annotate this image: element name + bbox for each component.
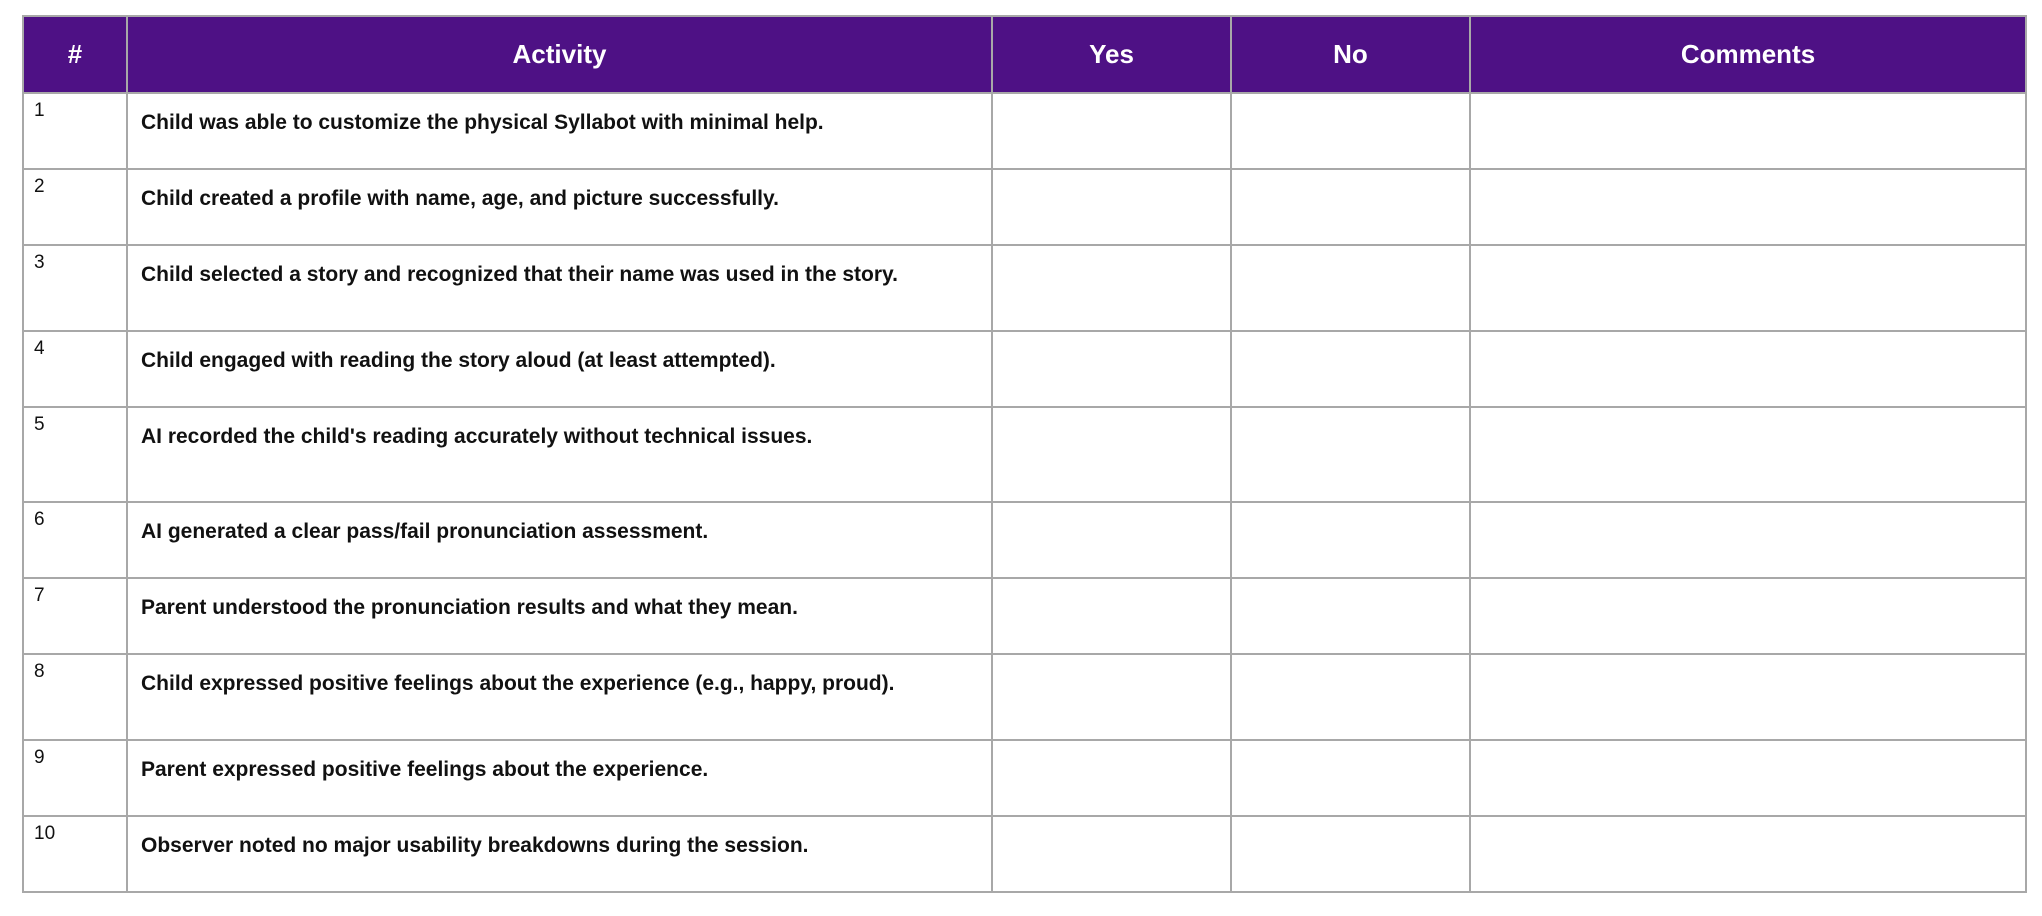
evaluation-checklist-table [22,15,2027,893]
no-cell[interactable] [1231,245,1470,331]
table-row [23,816,2026,892]
row-number: 8 [23,654,127,740]
no-cell[interactable] [1231,816,1470,892]
no-cell[interactable] [1231,654,1470,740]
header-yes: Yes [992,16,1231,93]
activity-text: Child engaged with reading the story aloud (at least attempted). [127,331,992,407]
header-activity: Activity [127,16,992,93]
row-number: 5 [23,407,127,502]
yes-cell[interactable] [992,740,1231,816]
activity-text: Child created a profile with name, age, and picture successfully. [127,169,992,245]
yes-cell[interactable] [992,502,1231,578]
no-cell[interactable] [1231,502,1470,578]
yes-cell[interactable] [992,245,1231,331]
yes-cell[interactable] [992,331,1231,407]
table-row [23,245,2026,331]
table-row [23,93,2026,169]
activity-text: Child was able to customize the physical Syllabot with minimal help. [127,93,992,169]
table-row [23,502,2026,578]
row-number: 3 [23,245,127,331]
no-cell[interactable] [1231,407,1470,502]
yes-cell[interactable] [992,654,1231,740]
comments-cell[interactable] [1470,740,2026,816]
yes-cell[interactable] [992,169,1231,245]
comments-cell[interactable] [1470,331,2026,407]
comments-cell[interactable] [1470,578,2026,654]
comments-cell[interactable] [1470,654,2026,740]
row-number: 4 [23,331,127,407]
row-number: 10 [23,816,127,892]
row-number: 7 [23,578,127,654]
row-number: 6 [23,502,127,578]
yes-cell[interactable] [992,816,1231,892]
row-number: 2 [23,169,127,245]
comments-cell[interactable] [1470,169,2026,245]
table-row [23,169,2026,245]
activity-text: Observer noted no major usability breakdowns during the session. [127,816,992,892]
comments-cell[interactable] [1470,816,2026,892]
row-number: 1 [23,93,127,169]
table-row [23,331,2026,407]
activity-text: Parent understood the pronunciation results and what they mean. [127,578,992,654]
header-no: No [1231,16,1470,93]
header-row [23,16,2026,93]
activity-text: Child selected a story and recognized that their name was used in the story. [127,245,992,331]
table-row [23,407,2026,502]
yes-cell[interactable] [992,578,1231,654]
table-row [23,740,2026,816]
no-cell[interactable] [1231,740,1470,816]
yes-cell[interactable] [992,407,1231,502]
yes-cell[interactable] [992,93,1231,169]
header-number: # [23,16,127,93]
no-cell[interactable] [1231,169,1470,245]
activity-text: Parent expressed positive feelings about the experience. [127,740,992,816]
no-cell[interactable] [1231,331,1470,407]
no-cell[interactable] [1231,578,1470,654]
activity-text: Child expressed positive feelings about the experience (e.g., happy, proud). [127,654,992,740]
no-cell[interactable] [1231,93,1470,169]
activity-text: AI recorded the child's reading accurately without technical issues. [127,407,992,502]
comments-cell[interactable] [1470,93,2026,169]
row-number: 9 [23,740,127,816]
comments-cell[interactable] [1470,245,2026,331]
comments-cell[interactable] [1470,502,2026,578]
activity-text: AI generated a clear pass/fail pronunciation assessment. [127,502,992,578]
table-row [23,578,2026,654]
comments-cell[interactable] [1470,407,2026,502]
table-row [23,654,2026,740]
header-comments: Comments [1470,16,2026,93]
